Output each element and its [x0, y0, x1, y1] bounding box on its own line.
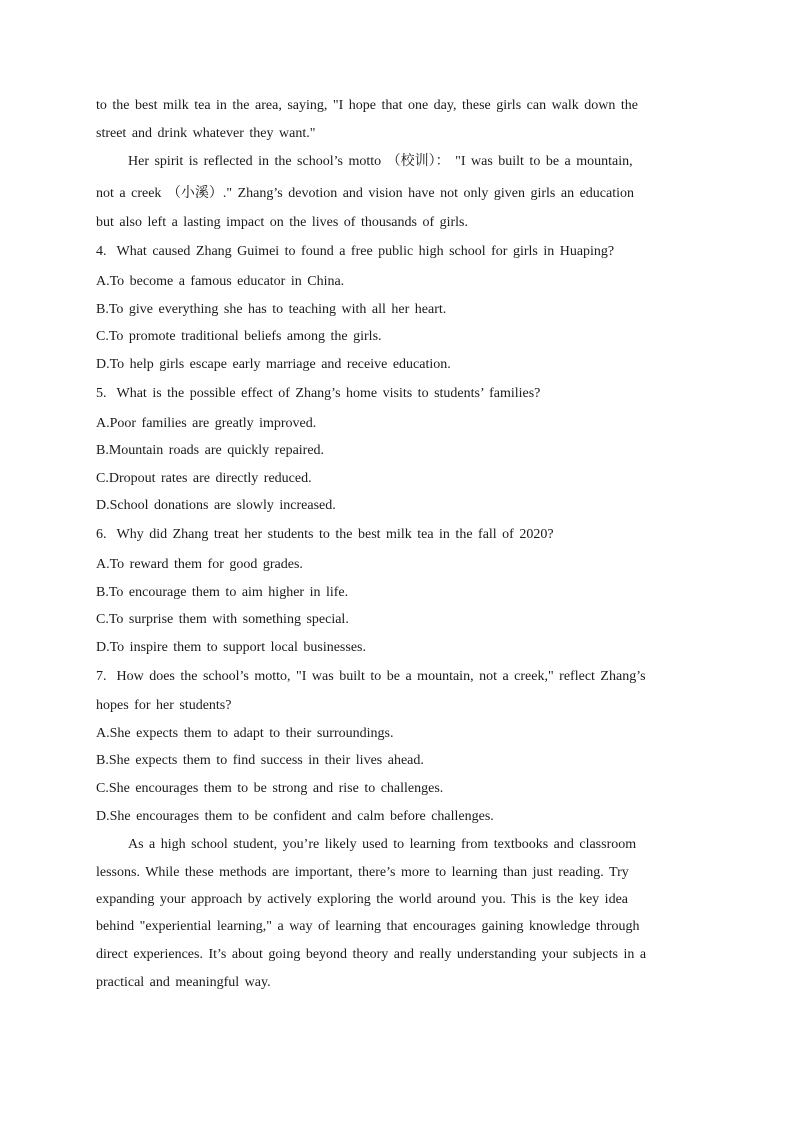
question-7-stem-continued: hopes for her students? — [96, 698, 232, 713]
next-passage-line-2: lessons. While these methods are important, there’s more to learning than just reading. Try — [96, 865, 629, 880]
question-6-option-d: D.To inspire them to support local businesses. — [96, 640, 366, 655]
motto-paragraph-line-3: but also left a lasting impact on the lives of thousands of girls. — [96, 215, 468, 230]
question-7-option-b: B.She expects them to find success in their lives ahead. — [96, 753, 424, 768]
question-6-option-c: C.To surprise them with something special. — [96, 612, 349, 627]
question-6-stem — [96, 526, 554, 544]
question-number: 5. — [96, 386, 107, 401]
motto-paragraph-line-2: not a creek （小溪）." Zhang’s devotion and vision have not only given girls an education — [96, 186, 634, 201]
question-4-option-a: A.To become a famous educator in China. — [96, 274, 345, 289]
question-5-option-a: A.Poor families are greatly improved. — [96, 416, 317, 431]
question-text: What caused Zhang Guimei to found a free public high school for girls in Huaping? — [116, 244, 615, 259]
question-7-stem — [96, 668, 646, 686]
question-5-stem — [96, 385, 540, 403]
question-4-option-d: D.To help girls escape early marriage and receive education. — [96, 357, 451, 372]
question-text: Why did Zhang treat her students to the best milk tea in the fall of 2020? — [116, 527, 554, 542]
next-passage-line-6: practical and meaningful way. — [96, 975, 271, 990]
question-4-stem — [96, 243, 614, 261]
question-4-option-c: C.To promote traditional beliefs among the girls. — [96, 329, 382, 344]
question-5-option-d: D.School donations are slowly increased. — [96, 498, 336, 513]
question-number: 6. — [96, 527, 107, 542]
question-5-option-c: C.Dropout rates are directly reduced. — [96, 471, 312, 486]
question-7-option-c: C.She encourages them to be strong and rise to challenges. — [96, 781, 444, 796]
motto-paragraph-line-1: Her spirit is reflected in the school’s motto （校训）： "I was built to be a mountain, — [128, 154, 633, 169]
question-text: How does the school’s motto, "I was built to be a mountain, not a creek," reflect Zhang’s — [116, 669, 646, 684]
next-passage-line-5: direct experiences. It’s about going beyond theory and really understanding your subjects in a — [96, 947, 647, 962]
question-6-option-b: B.To encourage them to aim higher in life. — [96, 585, 349, 600]
question-7-option-d: D.She encourages them to be confident and calm before challenges. — [96, 809, 494, 824]
next-passage-line-3: expanding your approach by actively exploring the world around you. This is the key idea — [96, 892, 628, 907]
question-7-option-a: A.She expects them to adapt to their surroundings. — [96, 726, 394, 741]
next-passage-line-1: As a high school student, you’re likely used to learning from textbooks and classroom — [128, 837, 637, 852]
question-number: 4. — [96, 244, 107, 259]
question-text: What is the possible effect of Zhang’s home visits to students’ families? — [116, 386, 541, 401]
passage-intro-line-2: street and drink whatever they want." — [96, 126, 316, 141]
question-6-option-a: A.To reward them for good grades. — [96, 557, 303, 572]
question-number: 7. — [96, 669, 107, 684]
passage-intro-line-1: to the best milk tea in the area, saying, "I hope that one day, these girls can walk down the — [96, 98, 638, 113]
next-passage-line-4: behind "experiential learning," a way of learning that encourages gaining knowledge through — [96, 919, 640, 934]
question-4-option-b: B.To give everything she has to teaching with all her heart. — [96, 302, 447, 317]
question-5-option-b: B.Mountain roads are quickly repaired. — [96, 443, 325, 458]
